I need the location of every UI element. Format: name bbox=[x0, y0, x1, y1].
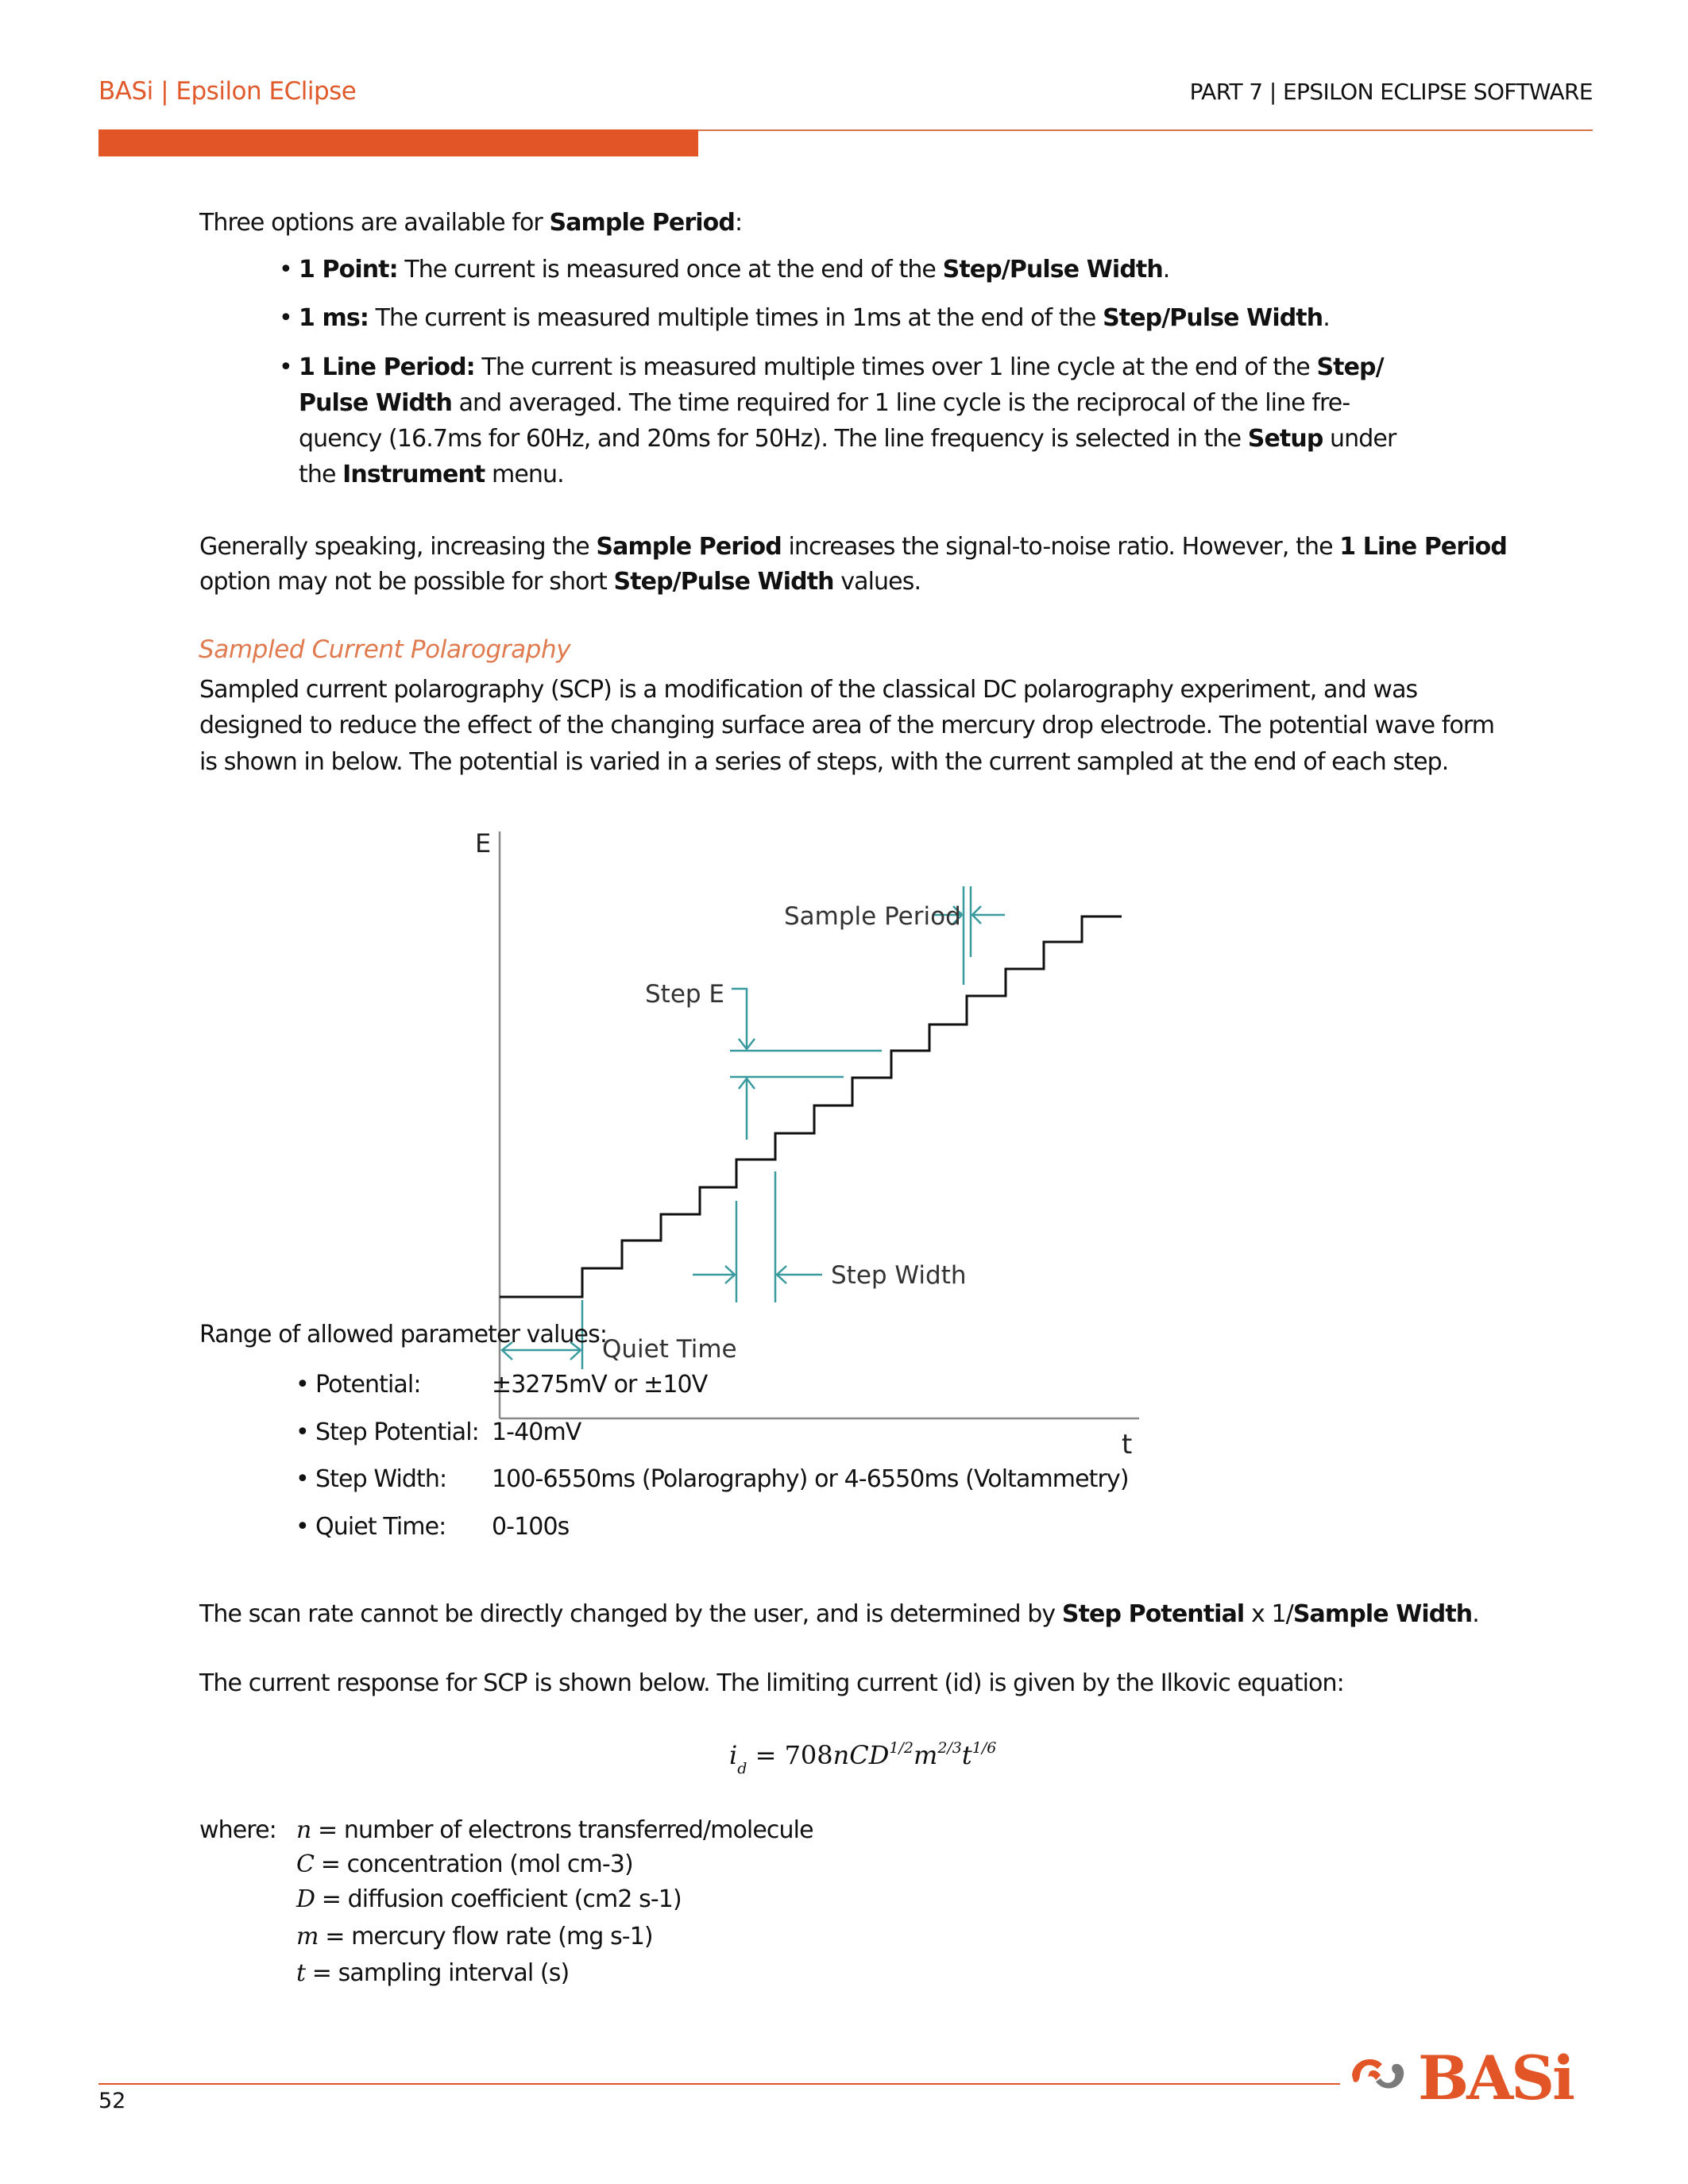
label-step-e: Step E bbox=[645, 980, 725, 1009]
y-axis-label: E bbox=[475, 828, 492, 859]
option-1-line-period-line2: Pulse Width and averaged. The time required for 1 line cycle is the reciprocal of the line fre- bbox=[299, 389, 1350, 417]
scp-paragraph-line2: designed to reduce the effect of the changing surface area of the mercury drop electrode. The potential wave form bbox=[199, 712, 1495, 739]
current-response-text: The current response for SCP is shown below. The limiting current (id) is given by the Ilkovic equation: bbox=[199, 1669, 1344, 1697]
scp-paragraph-line1: Sampled current polarography (SCP) is a modification of the classical DC polarography experiment, and was bbox=[199, 676, 1418, 704]
bullet-icon: • bbox=[295, 1513, 309, 1541]
option-1-point: • 1 Point: The current is measured once at the end of the Step/Pulse Width. bbox=[279, 252, 1169, 287]
label-step-width: Step Width bbox=[831, 1261, 967, 1290]
option-1-line-period-line3: quency (16.7ms for 60Hz, and 20ms for 50Hz). The line frequency is selected in the Setup under bbox=[299, 425, 1396, 453]
where-var-m: m = mercury flow rate (mg s-1) bbox=[296, 1923, 653, 1951]
sample-period-note-line2: option may not be possible for short Step/Pulse Width values. bbox=[199, 568, 921, 596]
bullet-icon: • bbox=[295, 1465, 309, 1493]
param-quiet-time: • Quiet Time: 0-100s bbox=[295, 1509, 569, 1545]
sample-period-note-line1: Generally speaking, increasing the Sample Period increases the signal-to-noise ratio. However, the 1 Line Period bbox=[199, 533, 1507, 561]
basi-logo-icon bbox=[1349, 2051, 1412, 2099]
params-intro: Range of allowed parameter values: bbox=[199, 1321, 608, 1349]
bullet-icon: • bbox=[279, 256, 292, 284]
x-axis-label: t bbox=[1122, 1429, 1133, 1461]
basi-logo-text: BASi bbox=[1418, 2043, 1573, 2113]
scan-rate-text: The scan rate cannot be directly changed by the user, and is determined by Step Potential x 1/Sample Width. bbox=[199, 1600, 1479, 1628]
where-var-d: D = diffusion coefficient (cm2 s-1) bbox=[296, 1885, 682, 1913]
bullet-icon: • bbox=[295, 1418, 309, 1446]
label-quiet-time: Quiet Time bbox=[602, 1335, 737, 1364]
section-heading-scp: Sampled Current Polarography bbox=[199, 635, 571, 664]
staircase-waveform bbox=[500, 916, 1122, 1297]
where-var-c: C = concentration (mol cm-3) bbox=[296, 1850, 633, 1878]
option-1-ms: • 1 ms: The current is measured multiple times in 1ms at the end of the Step/Pulse Width. bbox=[279, 300, 1330, 336]
footer-rule bbox=[98, 2083, 1340, 2085]
running-header-right: PART 7 | EPSILON ECLIPSE SOFTWARE bbox=[1189, 79, 1593, 105]
sample-period-intro: Three options are available for Sample Period: bbox=[199, 209, 743, 237]
where-var-t: t = sampling interval (s) bbox=[296, 1959, 570, 1987]
scp-paragraph-line3: is shown in below. The potential is varied in a series of steps, with the current sampled at the end of each step. bbox=[199, 748, 1449, 776]
option-1-line-period: • 1 Line Period: The current is measured multiple times over 1 line cycle at the end of the Step/ bbox=[279, 349, 1384, 385]
running-header-left: BASi | Epsilon EClipse bbox=[98, 77, 357, 106]
bullet-icon: • bbox=[279, 304, 292, 332]
bullet-icon: • bbox=[295, 1371, 309, 1399]
page-number: 52 bbox=[98, 2089, 126, 2113]
param-potential: • Potential: ±3275mV or ±10V bbox=[295, 1367, 707, 1403]
param-step-width: • Step Width: 100-6550ms (Polarography) or 4-6550ms (Voltammetry) bbox=[295, 1461, 1129, 1497]
param-step-potential: • Step Potential: 1-40mV bbox=[295, 1414, 581, 1450]
where-label: where: bbox=[199, 1816, 276, 1844]
where-var-n: n = number of electrons transferred/molecule bbox=[296, 1816, 813, 1844]
bullet-icon: • bbox=[279, 353, 292, 381]
label-sample-period: Sample Period bbox=[784, 902, 961, 931]
option-1-line-period-line4: the Instrument menu. bbox=[299, 461, 564, 488]
ilkovic-equation: $i_d = 708nCD^{1/2}m^{2/3}t^{1/6}$ bbox=[729, 1739, 997, 1777]
